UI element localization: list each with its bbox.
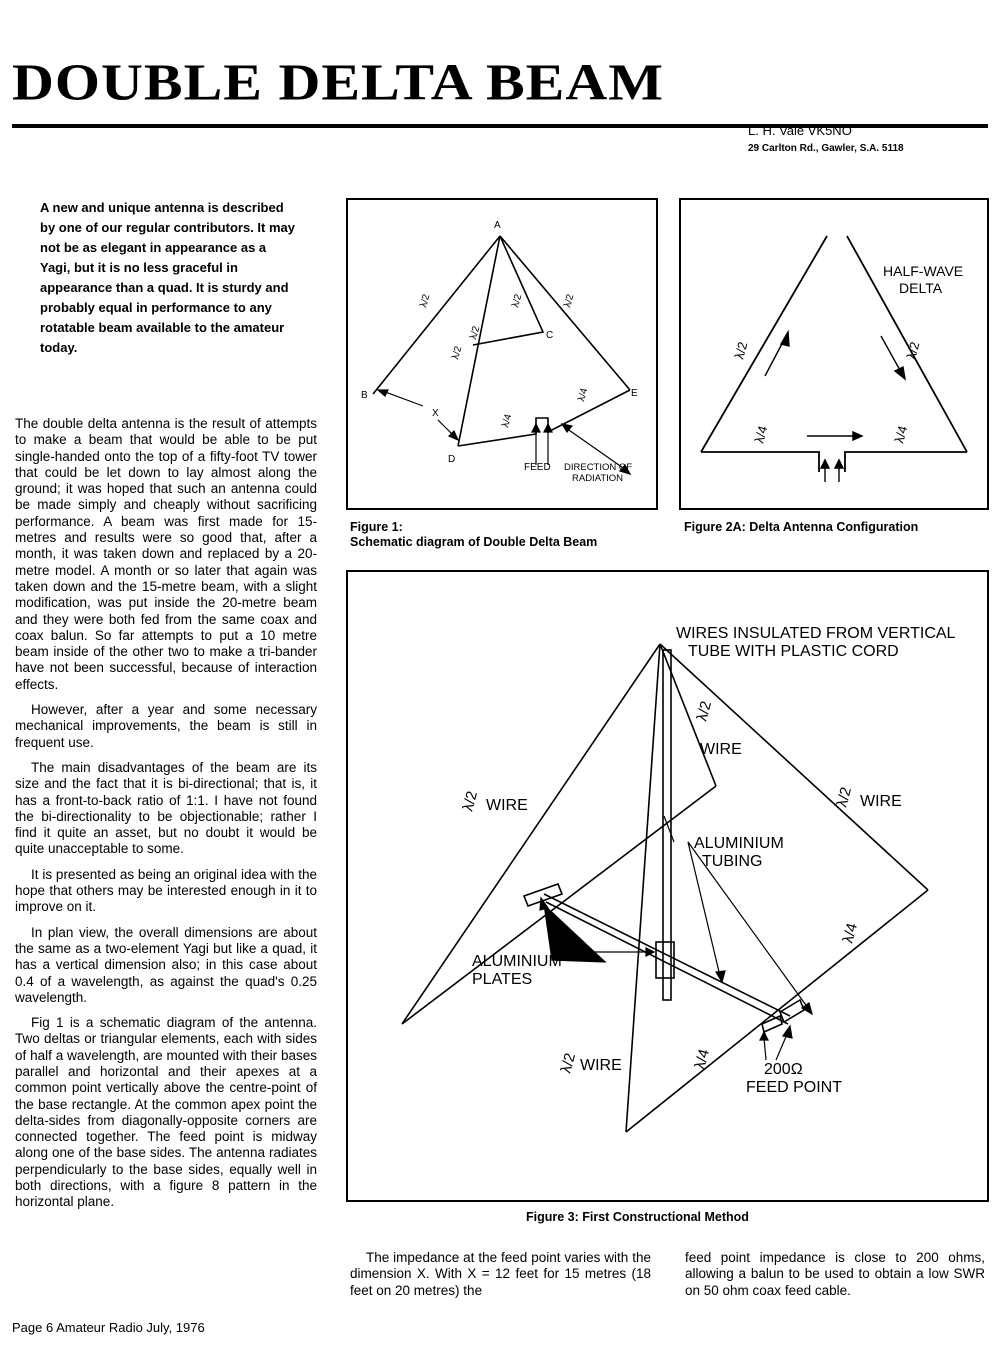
fig1-label-half: λ/2 [418, 293, 433, 309]
fig3-label-wires-line1: WIRES INSULATED FROM VERTICAL [676, 625, 956, 642]
fig3-label-wires-line2: TUBE WITH PLASTIC CORD [688, 643, 899, 660]
figure1-diagram [346, 198, 658, 510]
fig1-label-quarter: λ/4 [500, 413, 515, 429]
fig3-tube-cross-2 [546, 902, 788, 1024]
article-title: DOUBLE DELTA BEAM [12, 52, 664, 112]
author-block [748, 122, 904, 158]
fig3-label-feed-point: FEED POINT [746, 1079, 843, 1096]
body-paragraph: The main disadvantages of the beam are its size and the fact that it is bi-directional; that is, it has a front-to-back ratio of 1:1. I have not found the bi-directionality to be objectionable; rather I find it quite an asset, but no doubt it would be quite unacceptable to some. [15, 759, 317, 857]
fig1-label-quarter: λ/4 [576, 387, 591, 403]
fig2-base-right [845, 452, 967, 472]
page-footer: Page 6 Amateur Radio July, 1976 [12, 1320, 205, 1335]
body-column-right [685, 1250, 985, 1308]
body-paragraph: The double delta antenna is the result of attempts to make a beam that would be able to be put single-handed onto the top of a fifty-foot TV tower that could be let down to lay almost along the ground; it was hoped that such an antenna could be made simply and cheaply without sacrificing performance. A beam was first made for 15-metres and results were so good that, after a month, it was taken down and replaced by a 20-metre model. A month or so later that again was taken down and the 15-metre beam, with a slight modification, was put inside the 20-metre beam and they were both fed from the same coax and coax balun. So far attempts to put a 10 metre beam inside of the other two to make a tri-bander have not been successful, because of interaction effects. [15, 416, 317, 692]
fig2-label-quarter: λ/4 [751, 424, 771, 445]
figure3-caption: Figure 3: First Constructional Method [526, 1210, 749, 1224]
fig3-label-tubing-line2: TUBING [702, 853, 763, 870]
figure3-svg [348, 572, 987, 1200]
fig3-label-half: λ/2 [557, 1051, 580, 1076]
figure2a-caption: Figure 2A: Delta Antenna Configuration [684, 520, 919, 534]
body-paragraph: feed point impedance is close to 200 ohms, allowing a balun to be used to obtain a low SWR on 50 ohm coax feed cable. [685, 1250, 985, 1298]
author-name: L. H. Vale VK5NO [748, 123, 852, 138]
body-paragraph: It is presented as being an original idea with the hope that others may be interested enough in it to improve on it. [15, 866, 317, 915]
fig3-label-plates-line2: PLATES [472, 971, 533, 988]
fig3-label-half: λ/2 [459, 789, 482, 814]
fig1-label-half: λ/2 [468, 325, 483, 341]
fig2-label-quarter: λ/4 [891, 424, 911, 445]
fig1-base-feed [458, 390, 630, 446]
fig3-label-wire: WIRE [860, 793, 902, 810]
figure1-caption-line1: Figure 1: [350, 520, 403, 534]
fig1-label-b: B [361, 390, 368, 401]
fig3-wire-back-base [402, 786, 716, 1024]
fig1-label-radiation: RADIATION [572, 473, 624, 484]
fig1-label-d: D [448, 454, 456, 465]
figure1-caption-line2: Schematic diagram of Double Delta Beam [350, 535, 598, 549]
fig2-label-delta: DELTA [899, 280, 943, 296]
fig3-label-quarter: λ/4 [691, 1047, 714, 1072]
author-address: 29 Carlton Rd., Gawler, S.A. 5118 [748, 143, 904, 154]
fig1-label-a: A [494, 220, 501, 231]
fig1-label-direction: DIRECTION OF [564, 462, 633, 473]
fig1-side-ab [373, 236, 500, 394]
fig2-left-side [701, 236, 827, 452]
intro-standfirst: A new and unique antenna is described by one of our regular contributors. It may not be as elegant in appearance as a Yagi, but it is no less graceful in appearance than a quad. It is sturdy and probably equal in performance to any rotatable beam available to the amateur today. [40, 200, 295, 355]
figure1-caption [350, 520, 597, 550]
fig3-wire-right [660, 644, 928, 890]
fig3-plate-right [780, 1000, 804, 1022]
fig2-label-half-wave: HALF-WAVE [883, 263, 964, 279]
fig2-base-left [701, 452, 819, 472]
fig1-label-half: λ/2 [562, 293, 577, 309]
body-paragraph: In plan view, the overall dimensions are about the same as a two-element Yagi but like a quad, it has a vertical dimension also; in this case about 0.4 of a wavelength, as against the quad's 0.25 wavelength. [15, 924, 317, 1005]
fig3-label-wire: WIRE [486, 797, 528, 814]
fig3-wire-front [626, 644, 660, 1132]
fig3-label-wire: WIRE [700, 741, 742, 758]
fig3-label-ohms: 200Ω [764, 1061, 803, 1078]
fig1-side-ac [473, 236, 543, 345]
body-column-middle [350, 1250, 651, 1308]
figure2a-diagram [679, 198, 989, 510]
fig1-label-feed: FEED [524, 462, 551, 473]
fig2-label-half: λ/2 [903, 340, 923, 361]
fig3-label-wire: WIRE [580, 1057, 622, 1074]
fig1-label-e: E [631, 388, 638, 399]
fig3-label-quarter: λ/4 [839, 921, 862, 946]
figure2a-svg [681, 200, 987, 508]
body-column-left [15, 416, 317, 1220]
fig1-label-c: C [546, 330, 554, 341]
fig1-label-half: λ/2 [450, 345, 465, 361]
body-paragraph: The impedance at the feed point varies with the dimension X. With X = 12 feet for 15 metres (18 feet on 20 metres) the [350, 1250, 651, 1298]
fig3-label-tubing-line1: ALUMINIUM [694, 835, 784, 852]
fig3-label-half: λ/2 [833, 785, 856, 810]
figure3-diagram [346, 570, 989, 1202]
body-paragraph: However, after a year and some necessary mechanical improvements, the beam is still in frequent use. [15, 702, 317, 750]
fig1-side-ae [500, 236, 630, 390]
fig2-label-half: λ/2 [731, 340, 751, 361]
body-paragraph: Fig 1 is a schematic diagram of the antenna. Two deltas or triangular elements, each with sides of half a wavelength, are mounted with their bases parallel and horizontal and their apexes at a common point vertically above the centre-point of the base rectangle. At the common apex point the delta-sides from diagonally-opposite corners are connected together. The feed point is midway along one of the base sides. The antenna radiates perpendicularly to the base sides, equally well in both directions, with a figure 8 pattern in the horizontal plane. [15, 1015, 317, 1210]
fig3-feed-block [762, 1016, 782, 1032]
fig3-label-plates-line1: ALUMINIUM [472, 953, 562, 970]
fig3-label-half: λ/2 [693, 699, 716, 724]
fig1-label-half: λ/2 [510, 293, 525, 309]
figure1-svg [348, 200, 656, 508]
fig1-label-x: X [432, 408, 439, 419]
